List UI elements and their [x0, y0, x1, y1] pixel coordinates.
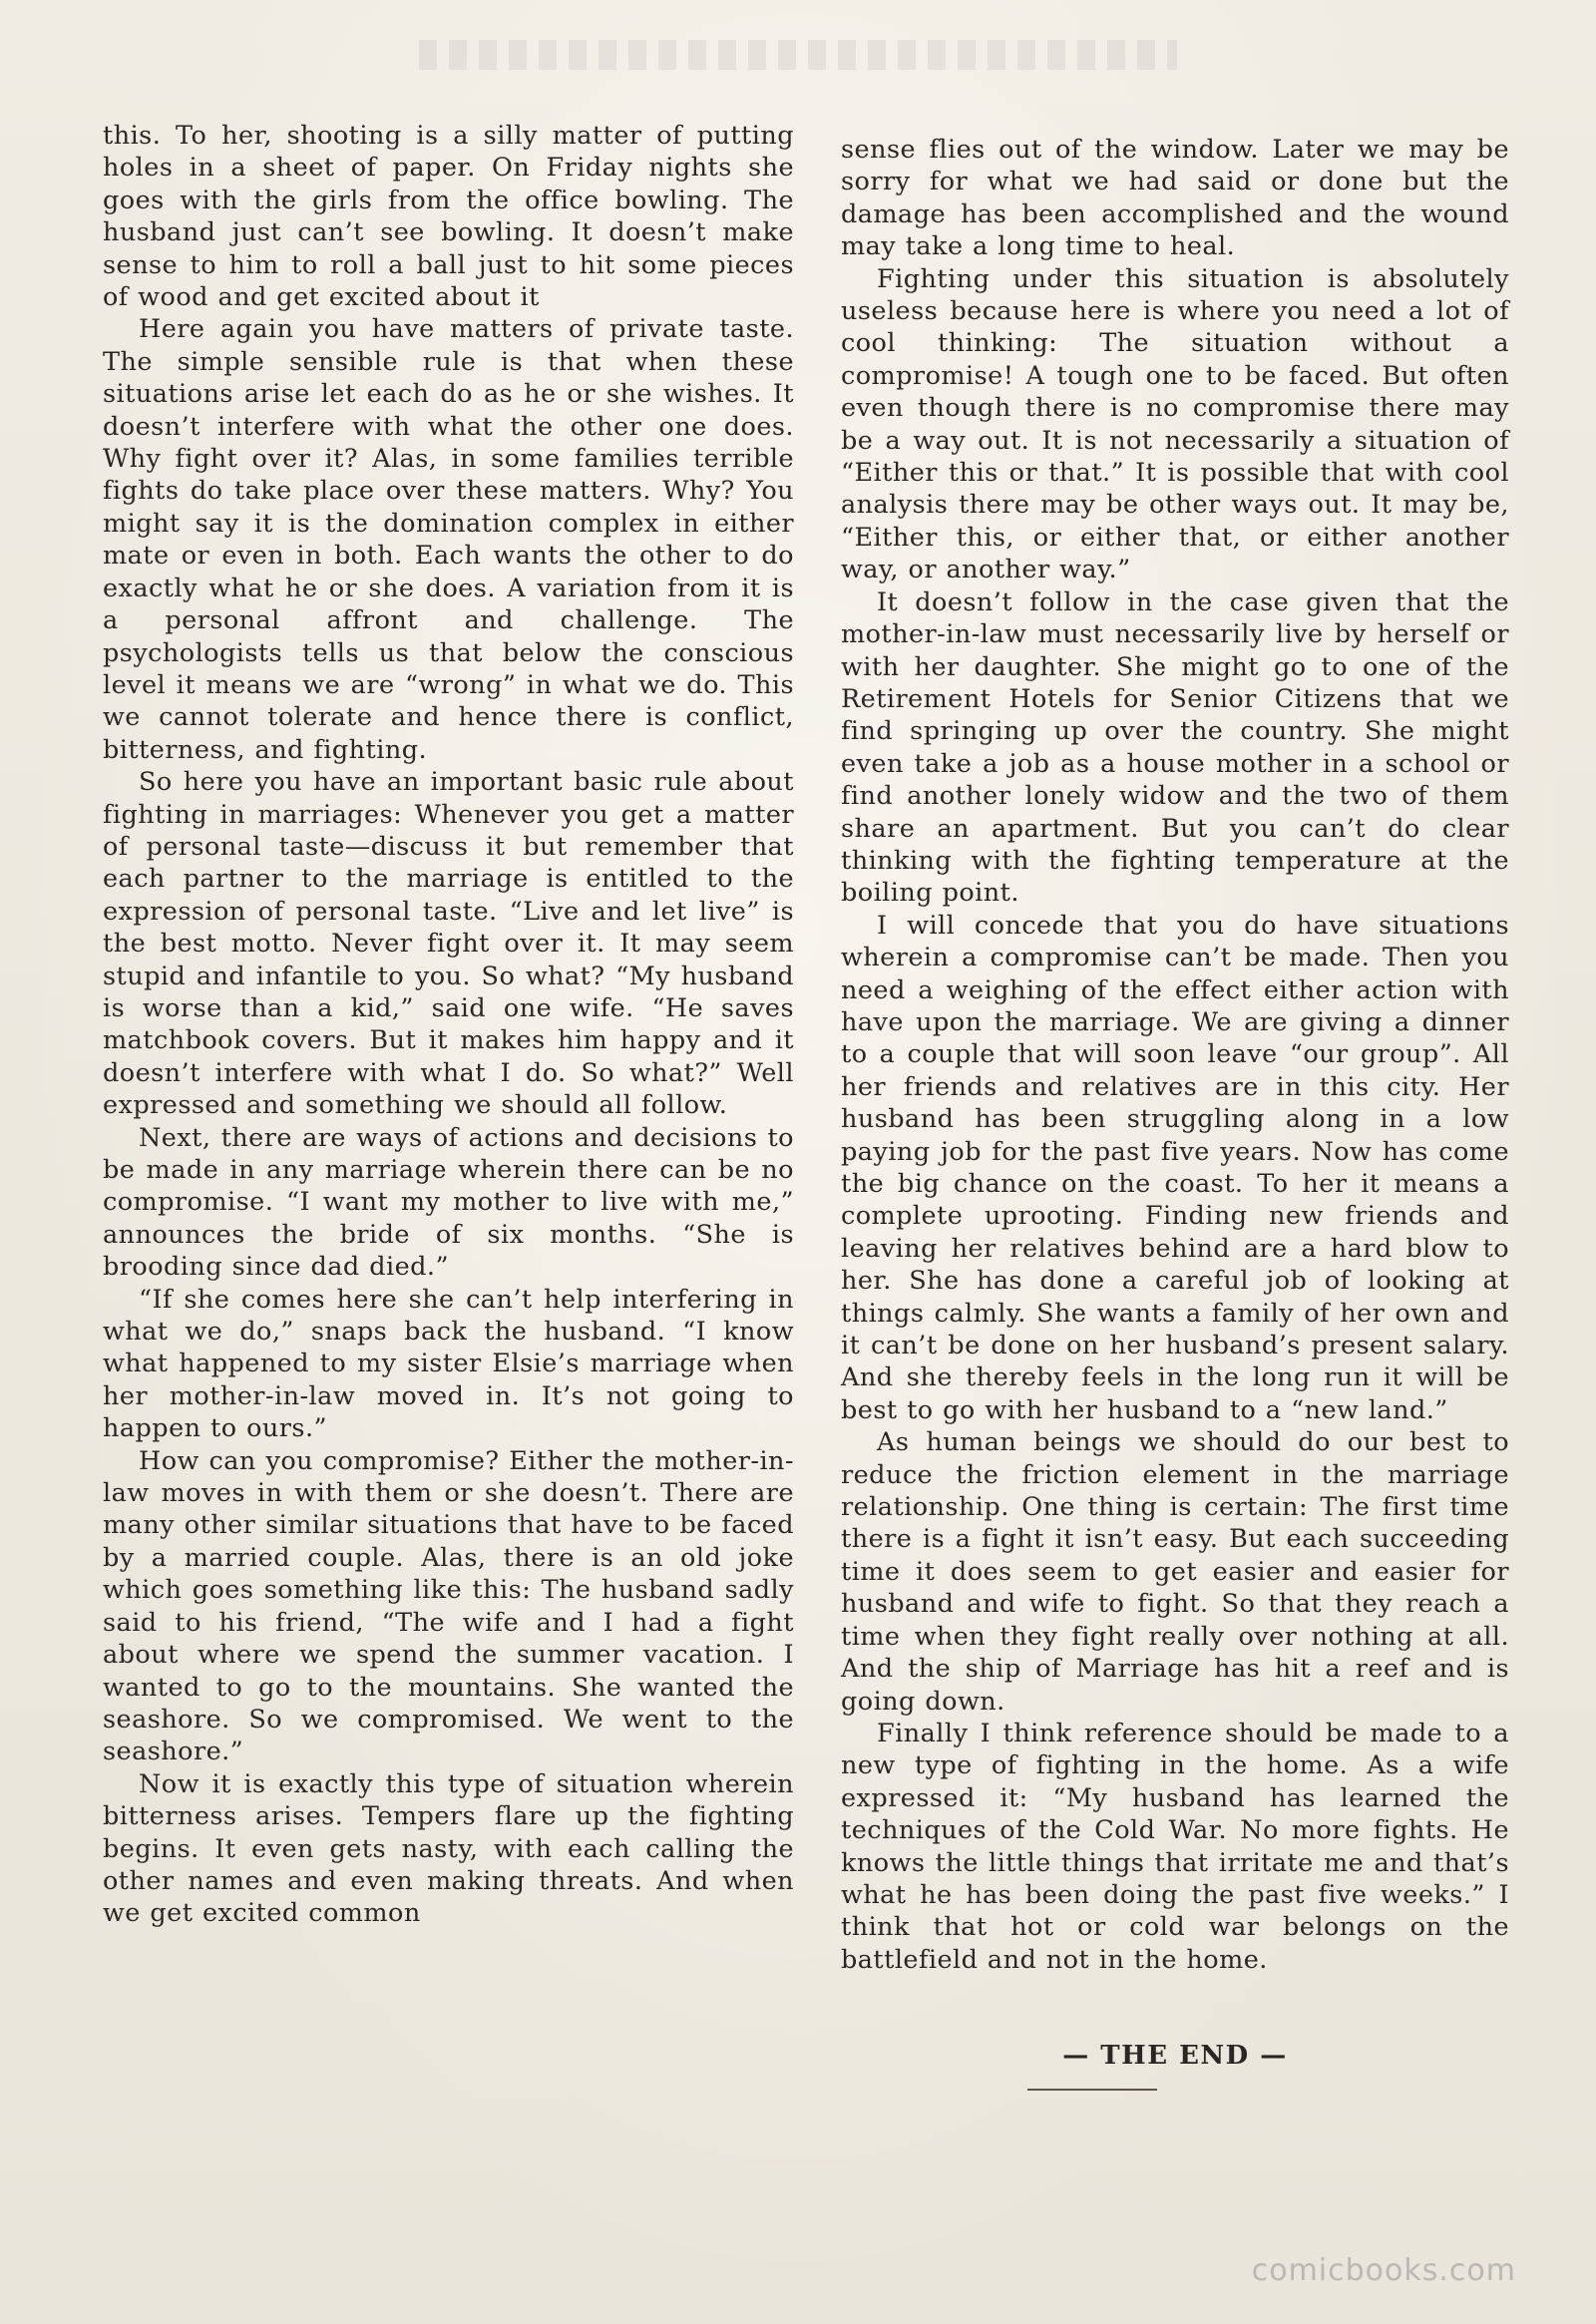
paragraph: Finally I think reference should be made to a new type of fighting in the home. As a wife expressed it: “My husband has learned the techniques of the Cold War. No more fights. He knows the little things that irritate me and that’s what he has been doing the past five weeks.” I think that hot or cold war belongs on the battlefield and not in the home. [841, 1718, 1509, 1975]
paragraph: this. To her, shooting is a silly matter of putting holes in a sheet of paper. On Friday nights she goes with the girls from the office bowling. The husband just can’t see bowling. It doesn’t make sense to him to roll a ball just to hit some pieces of wood and get excited about it [103, 121, 794, 313]
paragraph: Fighting under this situation is absolutely useless because here is where you need a lot of cool thinking: The situation without a compromise! A tough one to be faced. But often even though there is no compromise there may be a way out. It is not necessarily a situation of “Either this or that.” It is possible that with cool analysis there may be other ways out. It may be, “Either this, or either that, or either another way, or another way.” [841, 263, 1509, 585]
paragraph: Here again you have matters of private taste. The simple sensible rule is that when these situations arise let each do as he or she wishes. It doesn’t interfere with what the other one does. Why fight over it? Alas, in some families terrible fights do take place over these matters. Why? You might say it is the domination complex in either mate or even in both. Each wants the other to do exactly what he or she does. A variation from it is a personal affront and challenge. The psychologists tells us that below the conscious level it means we are “wrong” in what we do. This we cannot tolerate and hence there is conflict, bitterness, and fighting. [103, 314, 794, 765]
watermark: comicbooks.com [1251, 2253, 1516, 2288]
end-rule-divider [1027, 2089, 1157, 2091]
left-column [103, 120, 794, 1930]
paragraph: It doesn’t follow in the case given that the mother-in-law must necessarily live by herself or with her daughter. She might go to one of the Retirement Hotels for Senior Citizens that we find springing up over the country. She might even take a job as a house mother in a school or find another lonely widow and the two of them share an apartment. But you can’t do clear thinking with the fighting temperature at the boiling point. [841, 586, 1509, 909]
paragraph: I will concede that you do have situations wherein a compromise can’t be made. Then you need a weighing of the effect either action with have upon the marriage. We are giving a dinner to a couple that will soon leave “our group”. All her friends and relatives are in this city. Her husband has been struggling along in a low paying job for the past five years. Now has come the big chance on the coast. To her it means a complete uprooting. Finding new friends and leaving her relatives behind are a hard blow to her. She has done a careful job of looking at things calmly. She wants a family of her own and it can’t be done on her husband’s present salary. And she thereby feels in the long run it will be best to go with her husband to a “new land.” [841, 910, 1509, 1425]
paragraph: How can you compromise? Either the mother-in-law moves in with them or she doesn’t. There are many other similar situations that have to be faced by a married couple. Alas, there is an old joke which goes something like this: The husband sadly said to his friend, “The wife and I had a fight about where we spend the summer vacation. I wanted to go to the mountains. She wanted the seashore. So we compromised. We went to the seashore.” [103, 1445, 794, 1767]
paragraph: “If she comes here she can’t help interfering in what we do,” snaps back the husband. “I know what happened to my sister Elsie’s marriage when her mother-in-law moved in. It’s not going to happen to ours.” [103, 1284, 794, 1444]
right-column [841, 134, 1509, 1976]
paragraph: So here you have an important basic rule about fighting in marriages: Whenever you get a matter of personal taste—discuss it but remember that each partner to the marriage is entitled to the expression of personal taste. “Live and let live” is the best motto. Never fight over it. It may seem stupid and infantile to you. So what? “My husband is worse than a kid,” said one wife. “He saves matchbook covers. But it makes him happy and it doesn’t interfere with what I do. So what?” Well expressed and something we should all follow. [103, 767, 794, 1121]
the-end-label: — THE END — [1062, 2041, 1288, 2071]
paragraph: As human beings we should do our best to reduce the friction element in the marriage relationship. One thing is certain: The first time there is a fight it isn’t easy. But each succeeding time it does seem to get easier and easier for husband and wife to fight. So that they reach a time when they fight really over nothing at all. And the ship of Marriage has hit a reef and is going down. [841, 1427, 1509, 1717]
paragraph: Now it is exactly this type of situation wherein bitterness arises. Tempers flare up the fighting begins. It even gets nasty, with each calling the other names and even making threats. And when we get excited common [103, 1768, 794, 1929]
bleed-through-header [419, 40, 1177, 70]
paragraph: sense flies out of the window. Later we may be sorry for what we had said or done but the damage has been accomplished and the wound may take a long time to heal. [841, 135, 1509, 262]
paragraph: Next, there are ways of actions and decisions to be made in any marriage wherein there can be no compromise. “I want my mother to live with me,” announces the bride of six months. “She is brooding since dad died.” [103, 1122, 794, 1283]
